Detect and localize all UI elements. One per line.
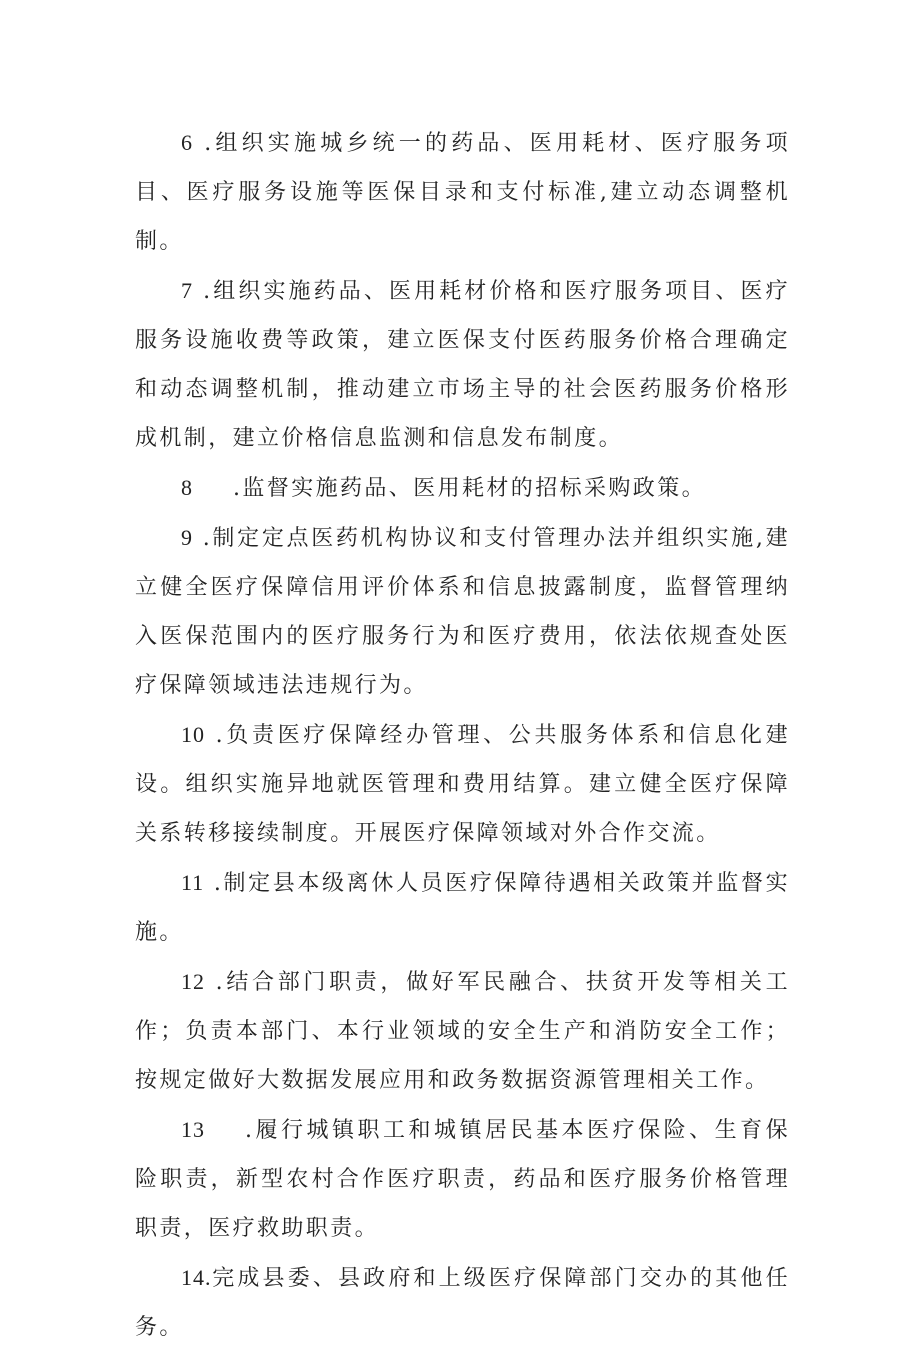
item-separator: .	[203, 279, 213, 304]
item-separator: .	[233, 476, 243, 501]
item-text: 制定定点医药机构协议和支付管理办法并组织实施,建立健全医疗保障信用评价体系和信息披露制度，监督管理纳入医保范围内的医疗服务行为和医疗费用，依法依规查处医疗保障领域违法违规行为。	[135, 526, 790, 698]
item-text: 履行城镇职工和城镇居民基本医疗保险、生育保险职责，新型农村合作医疗职责，药品和医疗服务价格管理职责，医疗救助职责。	[135, 1118, 790, 1241]
item-number: 6	[181, 130, 193, 155]
item-separator: .	[202, 526, 213, 551]
list-item	[135, 1253, 790, 1352]
item-text: 负责医疗保障经办管理、公共服务体系和信息化建设。组织实施异地就医管理和费用结算。建立健全医疗保障关系转移接续制度。开展医疗保障领域对外合作交流。	[135, 723, 790, 846]
list-item	[135, 513, 790, 710]
item-separator: .	[215, 970, 226, 995]
item-number: 14.	[181, 1265, 212, 1290]
item-number: 12	[181, 969, 205, 994]
item-number: 13	[181, 1117, 205, 1142]
list-item	[135, 118, 790, 266]
list-item	[135, 710, 790, 858]
item-number: 9	[181, 525, 193, 550]
item-separator: .	[213, 871, 224, 896]
item-separator: .	[245, 1118, 255, 1143]
item-number: 8	[181, 475, 193, 500]
item-text: 监督实施药品、医用耗材的招标采购政策。	[242, 476, 707, 501]
item-text: 组织实施城乡统一的药品、医用耗材、医疗服务项目、医疗服务设施等医保目录和支付标准,建立动态调整机制。	[135, 131, 790, 254]
list-item	[135, 463, 790, 513]
list-item	[135, 957, 790, 1105]
list-item	[135, 266, 790, 463]
item-number: 7	[181, 278, 193, 303]
item-text: 完成县委、县政府和上级医疗保障部门交办的其他任务。	[135, 1266, 790, 1340]
item-text: 结合部门职责，做好军民融合、扶贫开发等相关工作；负责本部门、本行业领域的安全生产和消防安全工作；按规定做好大数据发展应用和政务数据资源管理相关工作。	[135, 970, 790, 1093]
item-text: 制定县本级离休人员医疗保障待遇相关政策并监督实施。	[135, 871, 790, 945]
item-separator: .	[204, 131, 214, 156]
item-text: 组织实施药品、医用耗材价格和医疗服务项目、医疗服务设施收费等政策，建立医保支付医药服务价格合理确定和动态调整机制，推动建立市场主导的社会医药服务价格形成机制，建立价格信息监测和信息发布制度。	[135, 279, 790, 451]
document-body	[135, 118, 790, 1352]
item-number: 10	[181, 722, 205, 747]
list-item	[135, 1105, 790, 1253]
item-number: 11	[181, 870, 205, 895]
list-item	[135, 858, 790, 957]
item-separator: .	[215, 723, 226, 748]
